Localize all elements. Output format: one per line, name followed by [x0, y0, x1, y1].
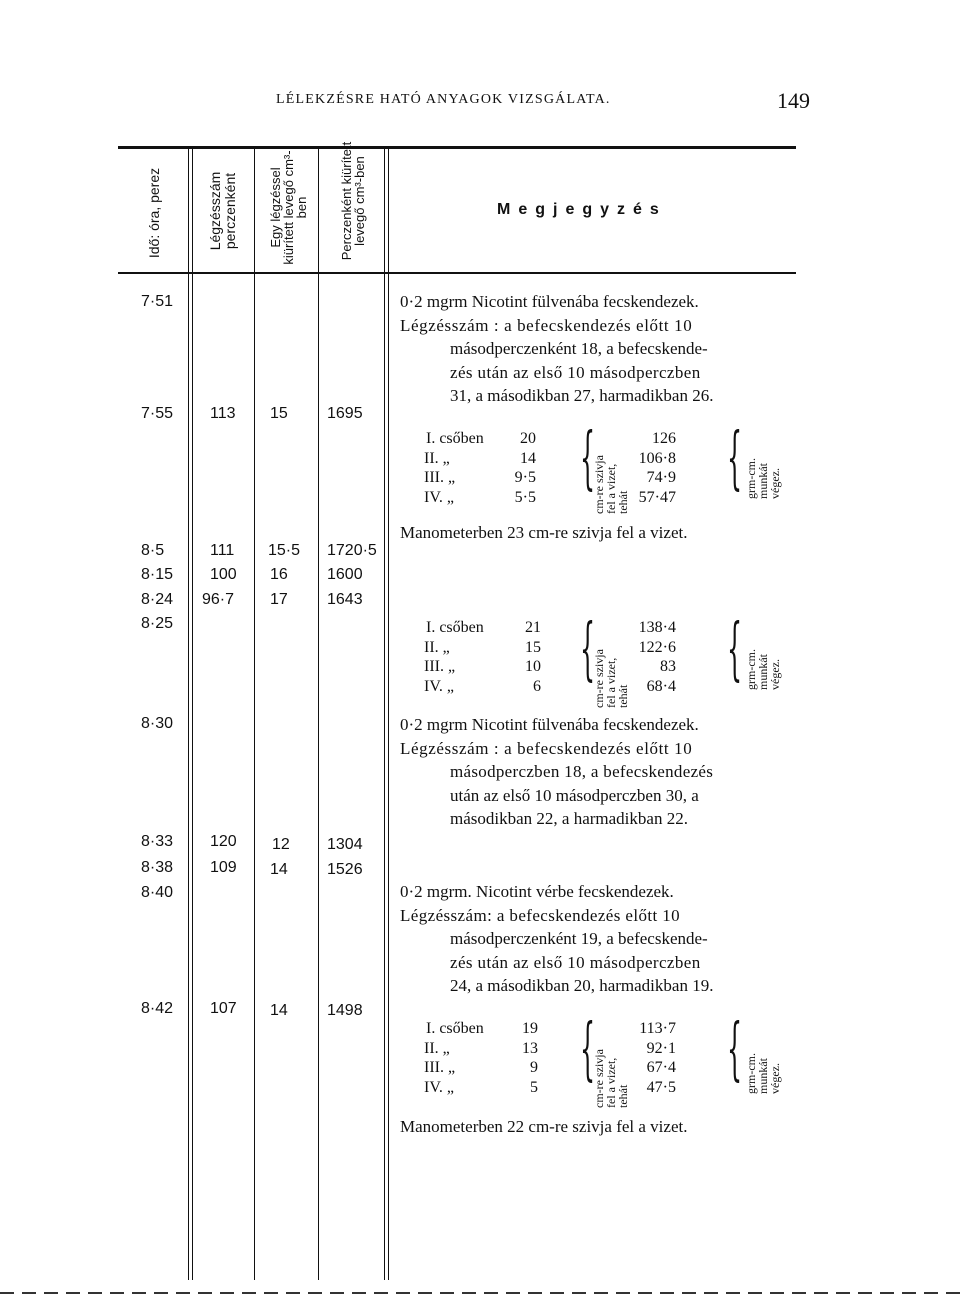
brace-right-2: { — [727, 610, 743, 689]
bottom-cut-line — [0, 1292, 960, 1294]
table-row-time: 8·42 — [141, 1000, 174, 1017]
tube-row: I. csőben 19 113·7 — [426, 1020, 676, 1037]
col-divider-4 — [384, 147, 385, 1280]
tube-note-middle-1: cm-re szivja fel a vizet, tehát — [592, 455, 630, 514]
running-title: LÉLEKZÉSRE HATÓ ANYAGOK VIZSGÁLATA. — [276, 92, 611, 107]
table-row-rate: 107 — [210, 1000, 237, 1017]
brace-left-1: { — [580, 419, 596, 498]
remark-line: 24, a másodikban 20, harmadikban 19. — [450, 976, 714, 995]
table-row-rate: 113 — [210, 405, 236, 422]
col-divider-3 — [318, 147, 319, 1280]
table-row-time: 7·51 — [141, 293, 174, 310]
tube-row: IV. „ 5 47·5 — [424, 1078, 676, 1096]
remark-line: 0·2 mgrm Nicotint fülvenába fecskendezek. — [400, 292, 699, 311]
table-row-per-minute: 1600 — [327, 566, 363, 583]
table-row-per-breath: 14 — [270, 1002, 288, 1019]
remark-line: Légzésszám: a befecskendezés előtt 10 — [400, 905, 681, 925]
header-bottom-rule — [118, 272, 796, 274]
table-row-per-breath: 14 — [270, 861, 288, 878]
table-row-per-breath: 17 — [270, 591, 288, 608]
remark-line: másodperczben 18, a befecskendezés — [450, 762, 714, 781]
table-row-per-breath: 16 — [270, 566, 288, 583]
col-divider-1 — [188, 147, 189, 1280]
table-row-per-breath: 12 — [272, 836, 290, 853]
brace-right-1: { — [727, 419, 743, 498]
tube-row: II. „ 13 92·1 — [424, 1039, 676, 1057]
table-row-time: 8·5 — [141, 542, 165, 559]
col-divider-2 — [254, 147, 255, 1280]
tube-row: II. „ 15 122·6 — [424, 638, 676, 656]
brace-left-2: { — [580, 610, 596, 689]
remark-line: másodperczenként 18, a befecskende- — [450, 339, 708, 358]
col-divider-4b — [388, 147, 389, 1280]
table-row-rate: 109 — [210, 859, 237, 876]
table-row-rate: 111 — [210, 542, 235, 559]
table-row-per-minute: 1526 — [327, 861, 363, 878]
remark-line: 0·2 mgrm. Nicotint vérbe fecskendezek. — [400, 882, 674, 901]
table-row-time: 7·55 — [141, 405, 174, 422]
col-divider-1b — [192, 147, 193, 1280]
table-row-per-minute: 1643 — [327, 591, 363, 608]
remark-block-1 — [400, 290, 713, 408]
tube-note-middle-3: cm-re szivja fel a vizet, tehát — [592, 1049, 630, 1108]
remark-line: másodikban 22, a harmadikban 22. — [450, 809, 688, 828]
remark-line: zés után az első 10 másodperczben — [450, 362, 701, 382]
tube-note-right-2: grm-cm. munkát végez. — [744, 649, 782, 690]
remark-line: 31, a másodikban 27, harmadikban 26. — [450, 386, 714, 405]
table-row-time: 8·15 — [141, 566, 174, 583]
col-header-per-minute: Perczenként kiürített levegő cm³-ben — [339, 141, 367, 261]
manometer-note-1: Manometerben 23 cm-re szivja fel a vizet. — [400, 523, 688, 542]
tube-row: IV. „ 6 68·4 — [424, 677, 676, 695]
brace-left-3: { — [580, 1010, 596, 1089]
col-header-time: Idő: óra, perez — [146, 167, 162, 259]
table-row-per-minute: 1304 — [327, 836, 363, 853]
remark-line: másodperczenként 19, a befecskende- — [450, 929, 708, 948]
table-row-time: 8·24 — [141, 591, 174, 608]
col-header-remarks: Megjegyzés — [497, 201, 667, 218]
table-row-per-breath: 15·5 — [268, 542, 301, 559]
remark-block-3 — [400, 880, 713, 998]
tube-row: III. „ 10 83 — [424, 658, 676, 675]
table-row-time: 8·30 — [141, 715, 174, 732]
tube-row: III. „ 9 67·4 — [424, 1059, 676, 1076]
tube-row: II. „ 14 106·8 — [424, 449, 676, 467]
remark-line: Légzésszám : a befecskendezés előtt 10 — [400, 315, 693, 335]
table-row-time: 8·33 — [141, 833, 174, 850]
table-row-time: 8·40 — [141, 884, 174, 901]
table-row-rate: 96·7 — [202, 591, 235, 608]
table-top-rule — [118, 146, 796, 149]
remark-line: Légzésszám : a befecskendezés előtt 10 — [400, 738, 693, 758]
tube-note-right-1: grm-cm. munkát végez. — [744, 458, 782, 499]
brace-right-3: { — [727, 1010, 743, 1089]
col-header-rate: Légzésszám perczenként — [207, 171, 238, 251]
remark-line: után az első 10 másodperczben 30, a — [450, 785, 699, 805]
table-row-time: 8·38 — [141, 859, 174, 876]
tube-row: IV. „ 5·5 57·47 — [424, 488, 676, 506]
page-number: 149 — [777, 88, 810, 113]
tube-row: I. csőben 21 138·4 — [426, 619, 676, 636]
remark-line: 0·2 mgrm Nicotint fülvenába fecskendezek. — [400, 715, 699, 734]
table-row-per-breath: 15 — [270, 405, 288, 422]
table-row-per-minute: 1720·5 — [327, 542, 377, 559]
remark-line: zés után az első 10 másodperczben — [450, 952, 701, 972]
col-header-per-breath: Egy légzéssel kiürített levegő cm³-ben — [268, 150, 309, 265]
manometer-note-3: Manometerben 22 cm-re szivja fel a vizet. — [400, 1117, 688, 1136]
table-row-per-minute: 1695 — [327, 405, 363, 422]
table-row-rate: 100 — [210, 566, 237, 583]
table-row-per-minute: 1498 — [327, 1002, 363, 1019]
tube-note-right-3: grm-cm. munkát végez. — [744, 1053, 782, 1094]
table-row-rate: 120 — [210, 833, 237, 850]
table-row-time: 8·25 — [141, 615, 174, 632]
tube-note-middle-2: cm-re szivja fel a vizet, tehát — [592, 649, 630, 708]
tube-row: I. csőben 20 126 — [426, 430, 676, 447]
remark-block-2 — [400, 713, 713, 831]
tube-row: III. „ 9·5 74·9 — [424, 469, 676, 486]
